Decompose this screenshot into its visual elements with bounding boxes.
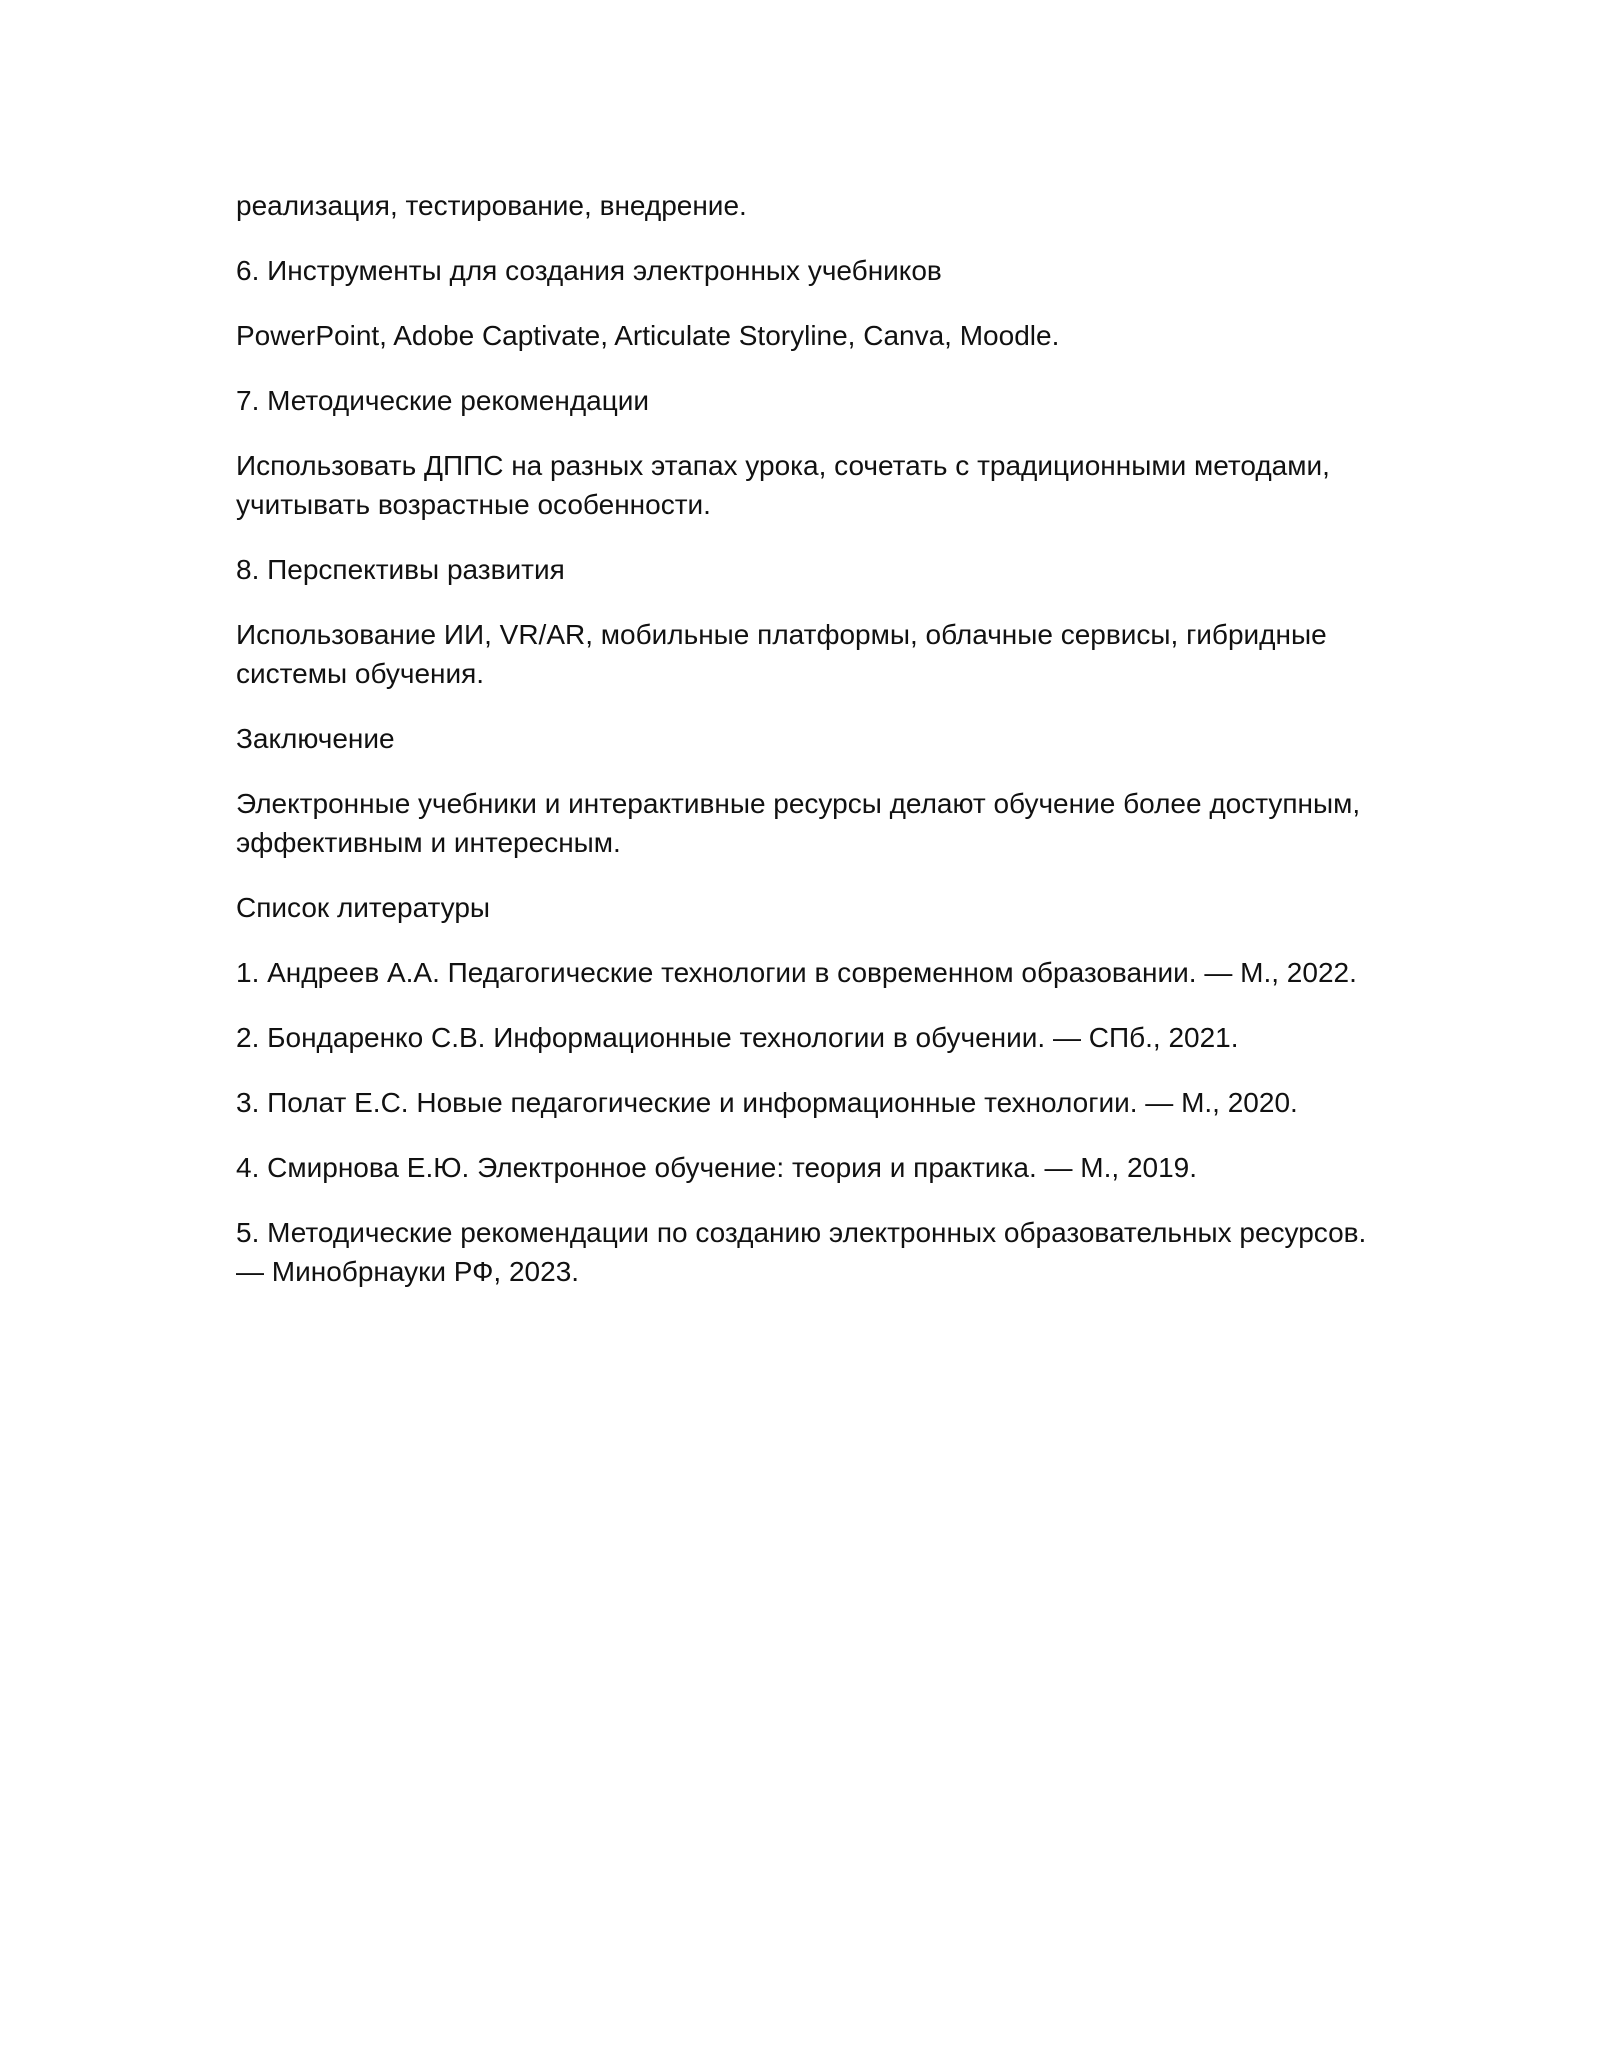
paragraph-tools: PowerPoint, Adobe Captivate, Articulate Storyline, Canva, Moodle. (236, 320, 1060, 351)
reference-item-2: 2. Бондаренко С.В. Информационные технологии в обучении. — СПб., 2021. (236, 1022, 1239, 1053)
paragraph-conclusion: Электронные учебники и интерактивные ресурсы делают обучение более доступным, эффективным и интересным. (236, 788, 1361, 858)
paragraph-perspectives: Использование ИИ, VR/AR, мобильные платформы, облачные сервисы, гибридные системы обучения. (236, 619, 1327, 689)
document-body (236, 186, 1376, 1317)
reference-item-4: 4. Смирнова Е.Ю. Электронное обучение: теория и практика. — М., 2019. (236, 1152, 1198, 1183)
section-heading-tools: 6. Инструменты для создания электронных учебников (236, 255, 942, 286)
reference-item-5: 5. Методические рекомендации по созданию электронных образовательных ресурсов. — Минобрнауки РФ, 2023. (236, 1217, 1367, 1287)
paragraph-continuation: реализация, тестирование, внедрение. (236, 190, 747, 221)
section-heading-recommendations: 7. Методические рекомендации (236, 385, 650, 416)
section-heading-perspectives: 8. Перспективы развития (236, 554, 565, 585)
paragraph-recommendations: Использовать ДППС на разных этапах урока, сочетать с традиционными методами, учитывать возрастные особенности. (236, 450, 1330, 520)
section-heading-references: Список литературы (236, 892, 491, 923)
section-heading-conclusion: Заключение (236, 723, 395, 754)
reference-item-3: 3. Полат Е.С. Новые педагогические и информационные технологии. — М., 2020. (236, 1087, 1298, 1118)
reference-item-1: 1. Андреев А.А. Педагогические технологии в современном образовании. — М., 2022. (236, 957, 1357, 988)
